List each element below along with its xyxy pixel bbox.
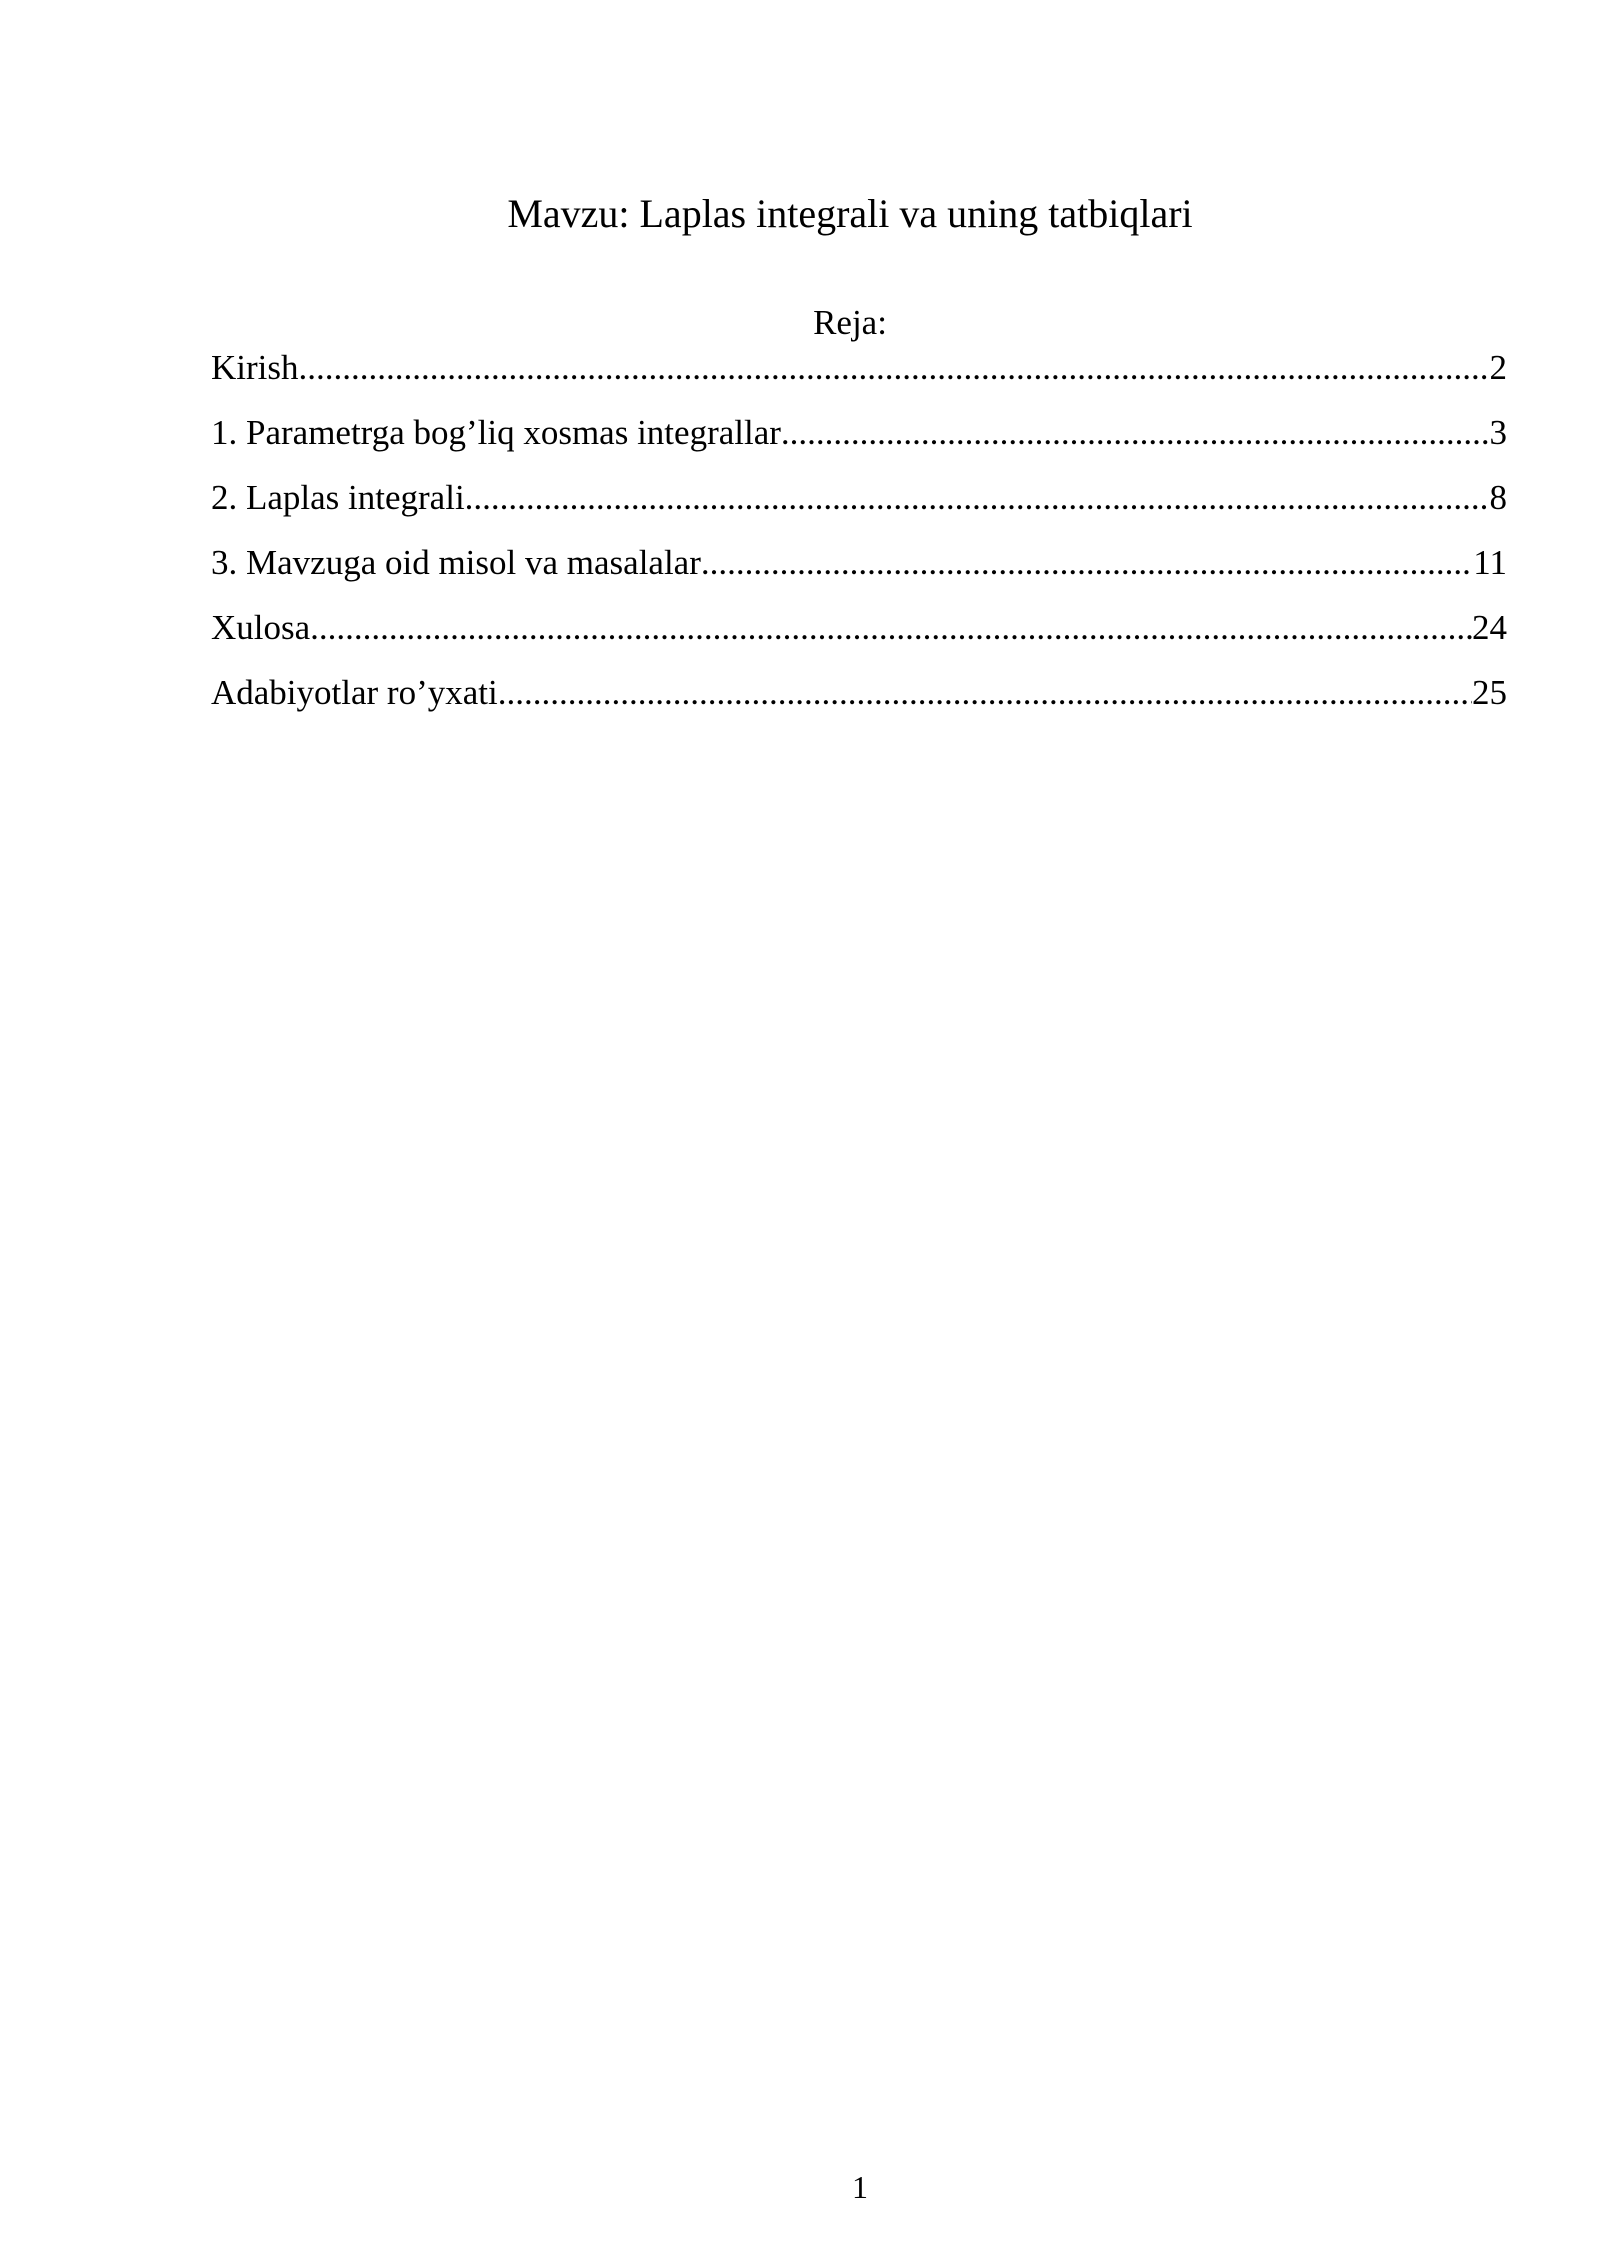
page-number: 1 [852, 2169, 868, 2205]
toc-entry-label: Adabiyotlar ro’yxati [211, 673, 498, 712]
toc-entry-page: 24 [1472, 608, 1507, 647]
toc-dot-leader [310, 602, 1472, 654]
toc-dot-leader [299, 342, 1490, 394]
toc-entry-adabiyotlar[interactable] [211, 667, 1507, 732]
toc-entry-page: 11 [1473, 543, 1507, 582]
toc-entry-kirish[interactable] [211, 342, 1507, 407]
toc-entry-label: Kirish [211, 348, 299, 387]
toc-entry-laplas-integrali[interactable] [211, 472, 1507, 537]
toc-entry-label: Xulosa [211, 608, 311, 647]
document-title: Mavzu: Laplas integrali va uning tatbiqlari [507, 191, 1193, 236]
toc-entry-misol-masalalar[interactable] [211, 537, 1507, 602]
table-of-contents [211, 342, 1507, 732]
toc-entry-label: 3. Mavzuga oid misol va masalalar [211, 543, 701, 582]
toc-entry-label: 2. Laplas integrali [211, 478, 465, 517]
toc-entry-page: 3 [1489, 413, 1507, 452]
toc-entry-page: 8 [1489, 478, 1507, 517]
plan-heading: Reja: [813, 303, 887, 342]
toc-dot-leader [701, 537, 1473, 589]
toc-dot-leader [465, 472, 1490, 524]
toc-dot-leader [781, 407, 1490, 459]
toc-entry-label: 1. Parametrga bog’liq xosmas integrallar [211, 413, 781, 452]
toc-entry-page: 25 [1472, 673, 1507, 712]
toc-dot-leader [498, 667, 1472, 719]
toc-entry-parametrga[interactable] [211, 407, 1507, 472]
toc-entry-page: 2 [1489, 348, 1507, 387]
toc-entry-xulosa[interactable] [211, 602, 1507, 667]
